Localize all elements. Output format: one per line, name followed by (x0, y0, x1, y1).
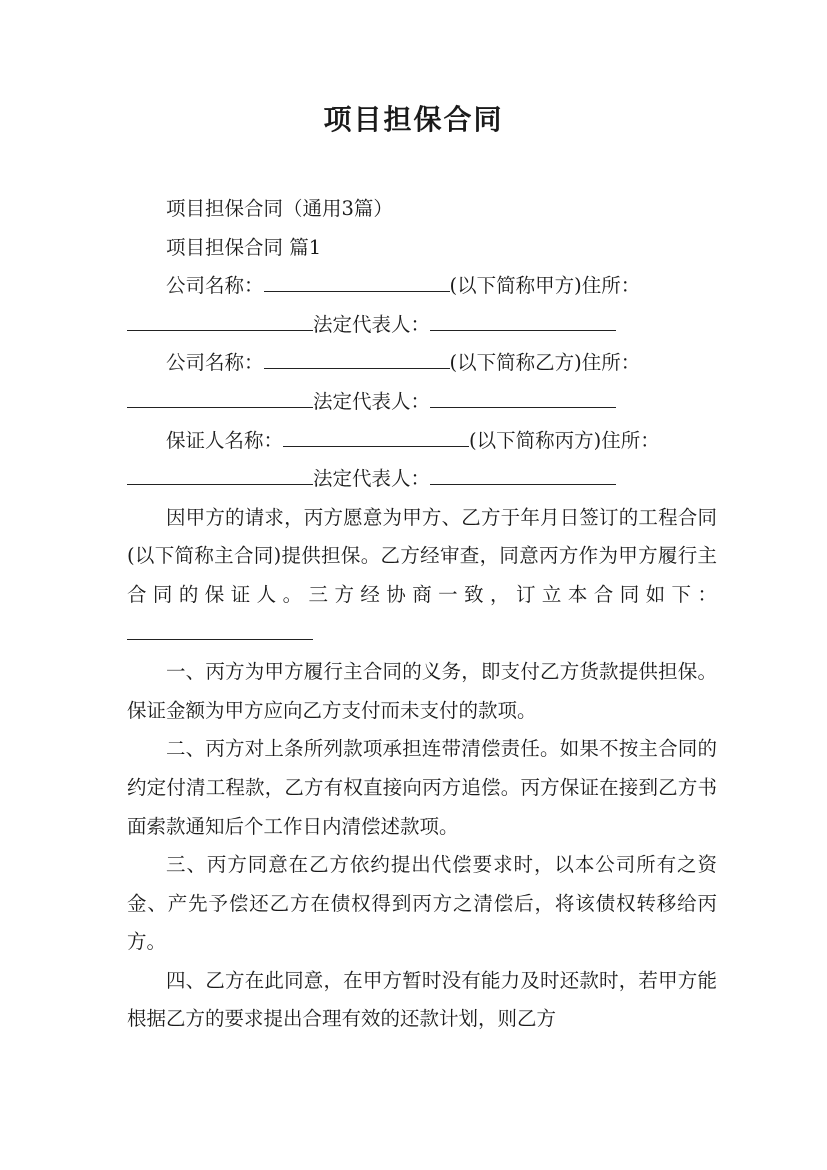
guarantor-abbrev: (以下简称丙方)住所： (469, 428, 660, 452)
party-b-abbrev: (以下简称乙方)住所： (449, 351, 641, 375)
party-a-rep-label: 法定代表人： (313, 312, 431, 336)
party-b-name-line (127, 344, 717, 383)
party-a-address-line (127, 306, 717, 345)
intro-text: 因甲方的请求，丙方愿意为甲方、乙方于年月日签订的工程合同(以下简称主合同)提供担保。乙方经审查，同意丙方作为甲方履行主合同的保证人。三方经协商一致，订立本合同如下： (127, 505, 717, 606)
document-subtitle: 项目担保合同（通用3篇） (166, 197, 393, 220)
party-a-abbrev: (以下简称甲方)住所： (449, 274, 641, 298)
section-heading: 项目担保合同 篇1 (166, 235, 322, 259)
party-b-name-label: 公司名称： (166, 351, 264, 375)
document-body (127, 190, 717, 1039)
party-a-address-blank (127, 310, 313, 331)
party-a-name-line (127, 267, 717, 306)
party-a-name-blank (264, 271, 450, 292)
party-b-address-line (127, 383, 717, 422)
intro-blank (127, 619, 313, 640)
clause-2: 二、丙方对上条所列款项承担连带清偿责任。如果不按主合同的约定付清工程款，乙方有权直接向丙方追偿。丙方保证在接到乙方书面索款通知后个工作日内清偿述款项。 (127, 737, 717, 838)
guarantor-name-line (127, 422, 717, 461)
guarantor-address-line (127, 460, 717, 499)
party-b-name-blank (264, 348, 450, 369)
party-a-name-label: 公司名称： (166, 274, 264, 298)
guarantor-name-label: 保证人名称： (166, 428, 284, 452)
party-a-rep-blank (430, 310, 616, 331)
guarantor-address-blank (127, 464, 313, 485)
clause-4: 四、乙方在此同意，在甲方暂时没有能力及时还款时，若甲方能根据乙方的要求提出合理有效的还款计划，则乙方 (127, 968, 717, 1031)
party-b-address-blank (127, 387, 313, 408)
intro-paragraph (127, 499, 717, 653)
clause-1: 一、丙方为甲方履行主合同的义务，即支付乙方货款提供担保。保证金额为甲方应向乙方支付而未支付的款项。 (127, 660, 717, 722)
guarantor-name-blank (283, 426, 469, 447)
party-b-rep-label: 法定代表人： (313, 389, 431, 413)
guarantor-rep-label: 法定代表人： (313, 467, 431, 491)
party-b-rep-blank (430, 387, 616, 408)
guarantor-rep-blank (430, 464, 616, 485)
clause-3: 三、丙方同意在乙方依约提出代偿要求时，以本公司所有之资金、产先予偿还乙方在债权得到丙方之清偿后，将该债权转移给丙方。 (127, 853, 717, 954)
document-title: 项目担保合同 (323, 103, 504, 136)
